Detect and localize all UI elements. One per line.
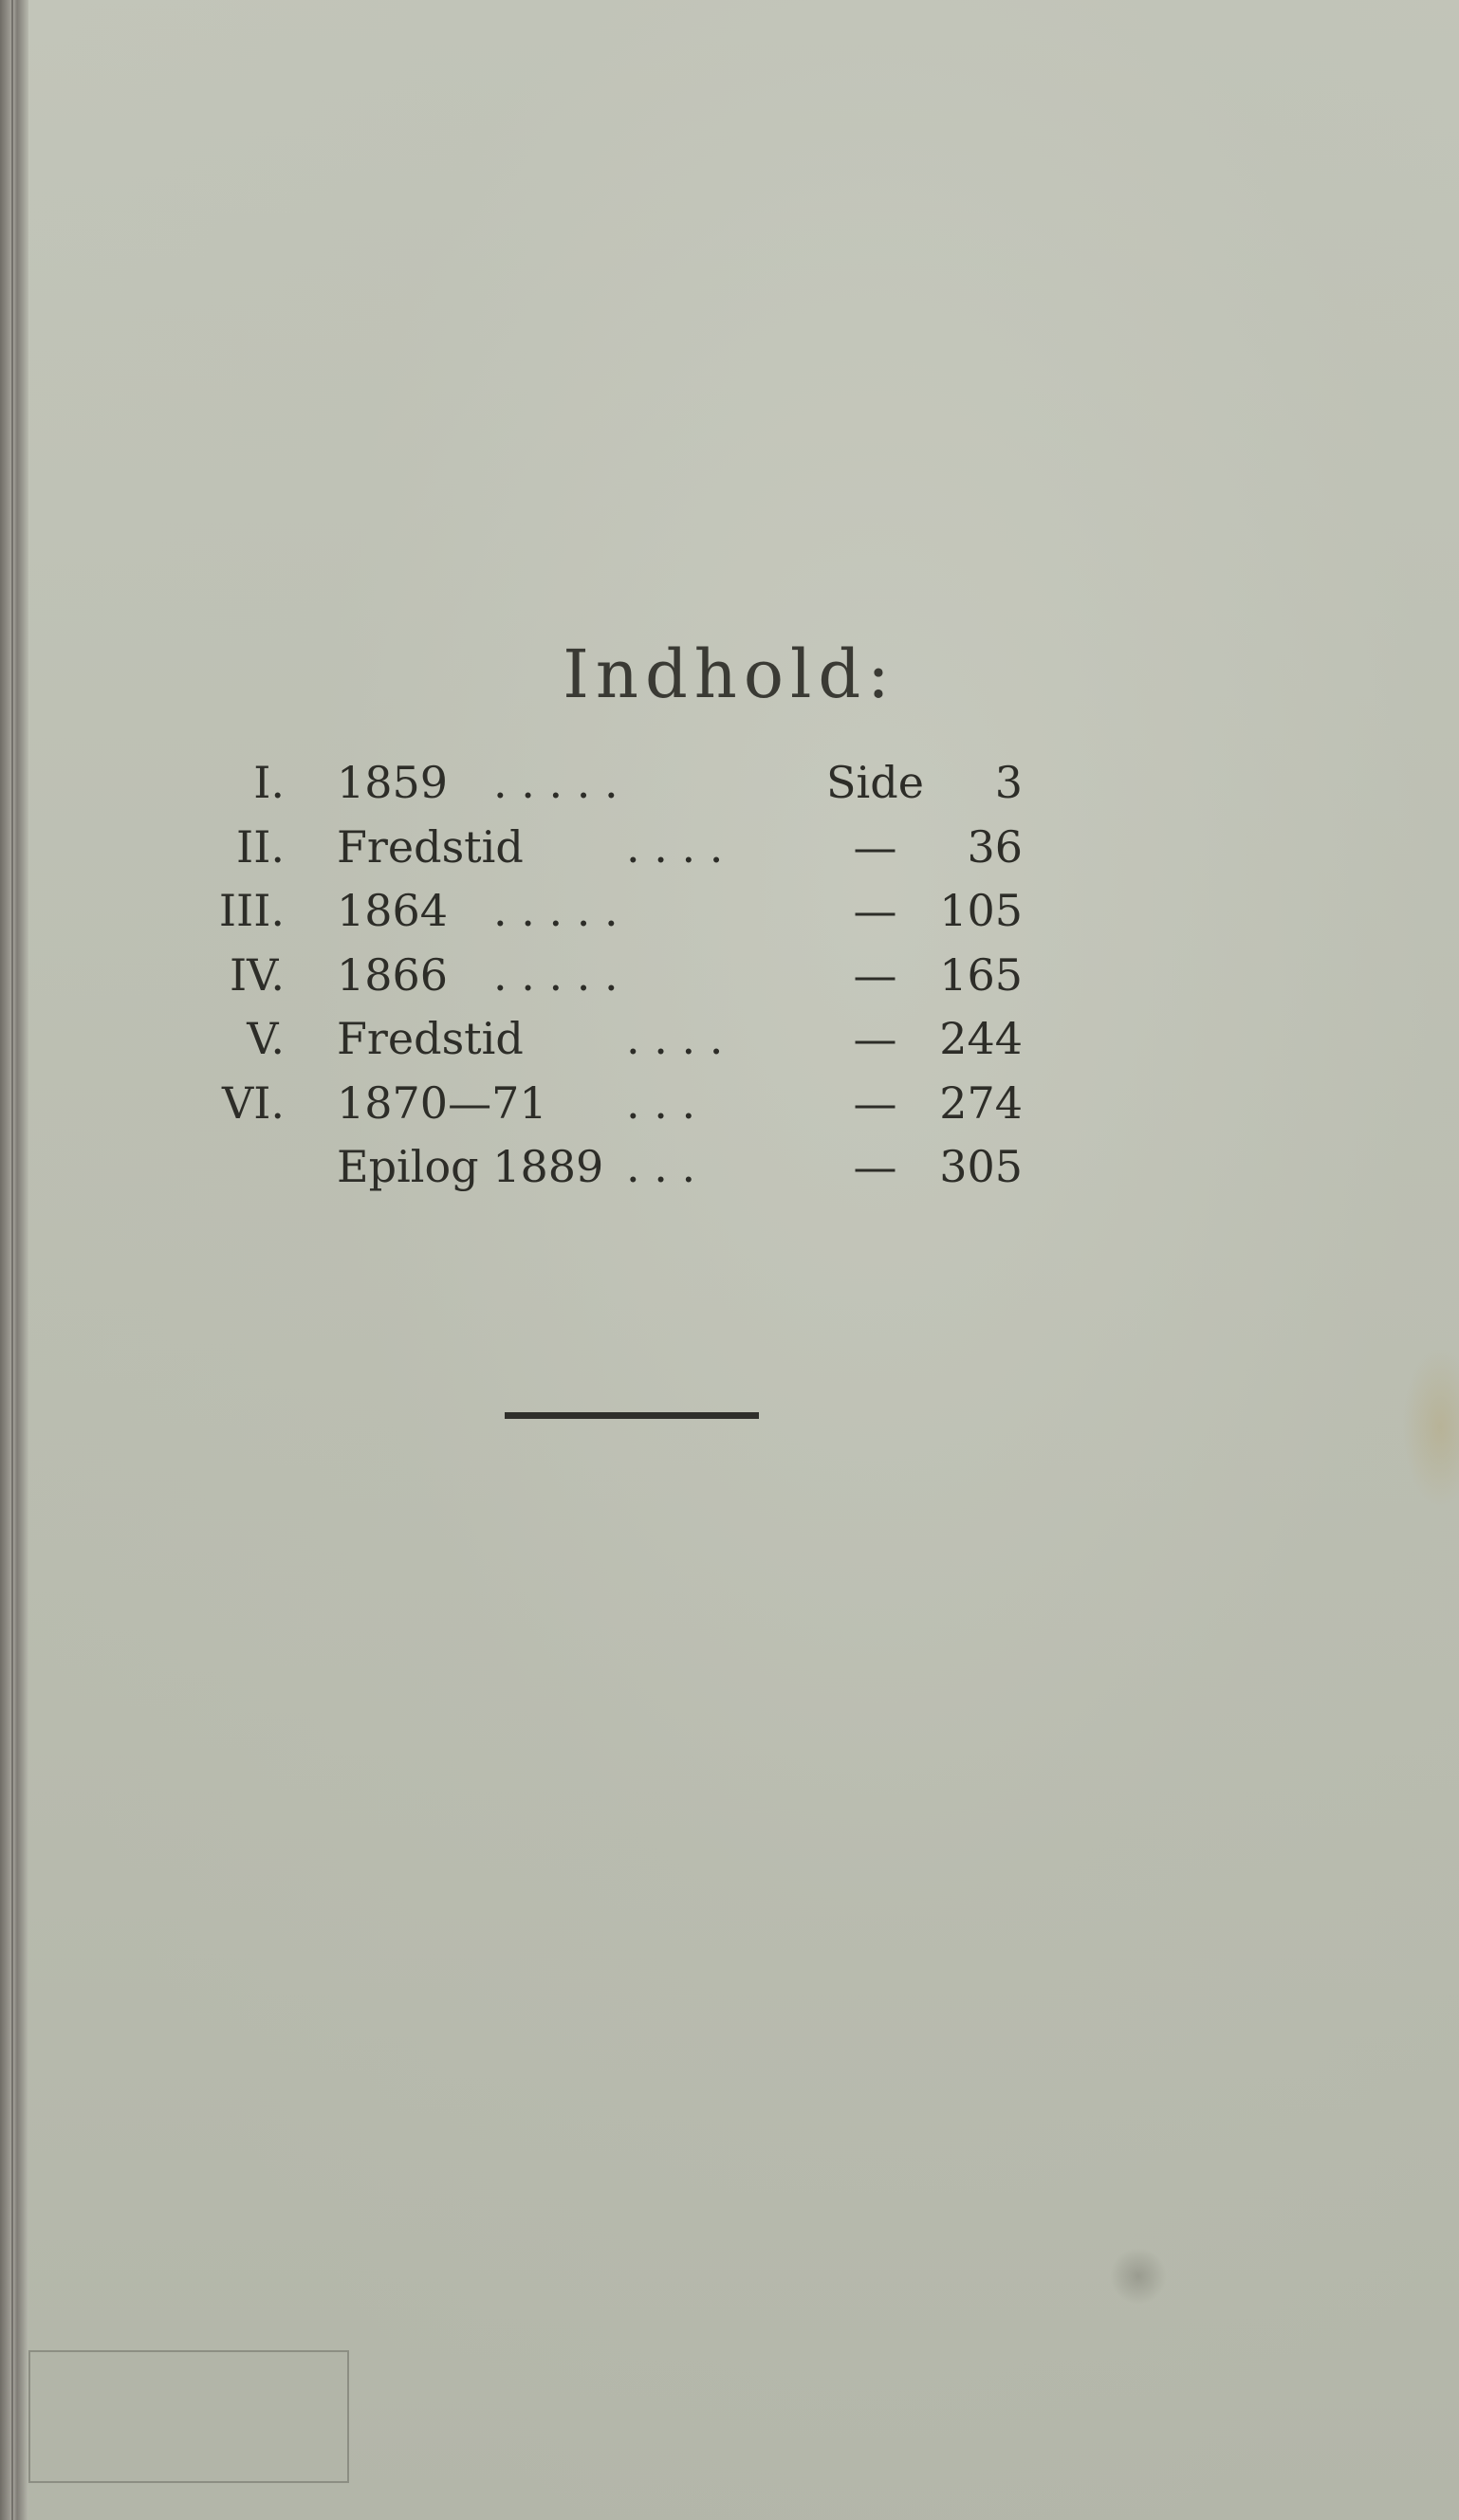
library-label-patch — [28, 2350, 349, 2483]
toc-page-number: 36 — [967, 821, 1023, 873]
toc-page-marker: — — [853, 885, 897, 936]
toc-row-3 — [0, 878, 1459, 943]
toc-title: 1866 — [337, 949, 449, 1001]
toc-row-7 — [0, 1134, 1459, 1199]
contents-heading: Indhold: — [563, 635, 896, 713]
toc-numeral: II. — [236, 821, 285, 873]
toc-leader-dots: . . . — [626, 1141, 696, 1192]
toc-page-number: 274 — [939, 1077, 1023, 1129]
toc-title: 1864 — [337, 885, 449, 936]
toc-leader-dots: . . . . — [626, 1013, 724, 1064]
toc-page-number: 3 — [994, 757, 1023, 808]
toc-page-marker: — — [853, 821, 897, 873]
toc-numeral: IV. — [230, 949, 285, 1001]
toc-page-marker: — — [853, 1141, 897, 1192]
toc-title: Fredstid — [337, 821, 524, 873]
toc-row-4 — [0, 943, 1459, 1007]
toc-row-6 — [0, 1071, 1459, 1135]
toc-leader-dots: . . . . — [626, 821, 724, 873]
toc-row-2 — [0, 815, 1459, 879]
binding-crease-line — [11, 0, 13, 2520]
toc-leader-dots: . . . . . — [493, 949, 619, 1001]
toc-row-1 — [0, 750, 1459, 815]
toc-title: 1859 — [337, 757, 449, 808]
toc-leader-dots: . . . . . — [493, 885, 619, 936]
toc-numeral: III. — [218, 885, 285, 936]
toc-numeral: VI. — [221, 1077, 285, 1129]
toc-page-number: 244 — [939, 1013, 1023, 1064]
paper-spot — [1110, 2248, 1167, 2305]
paper-stain — [1402, 1347, 1459, 1508]
toc-page-number: 105 — [939, 885, 1023, 936]
book-binding-edge — [0, 0, 28, 2520]
toc-title: 1870—71 — [337, 1077, 547, 1129]
toc-numeral: I. — [253, 757, 285, 808]
toc-page-number: 165 — [939, 949, 1023, 1001]
toc-page-number: 305 — [939, 1141, 1023, 1192]
section-divider-rule — [505, 1412, 759, 1419]
toc-numeral: V. — [247, 1013, 285, 1064]
toc-leader-dots: . . . . . — [493, 757, 619, 808]
toc-page-marker: — — [853, 1013, 897, 1064]
toc-title: Fredstid — [337, 1013, 524, 1064]
toc-row-5 — [0, 1006, 1459, 1071]
toc-title: Epilog 1889 — [337, 1141, 604, 1192]
toc-leader-dots: . . . — [626, 1077, 696, 1129]
toc-page-marker: — — [853, 949, 897, 1001]
toc-page-marker: Side — [826, 757, 924, 808]
toc-page-marker: — — [853, 1077, 897, 1129]
